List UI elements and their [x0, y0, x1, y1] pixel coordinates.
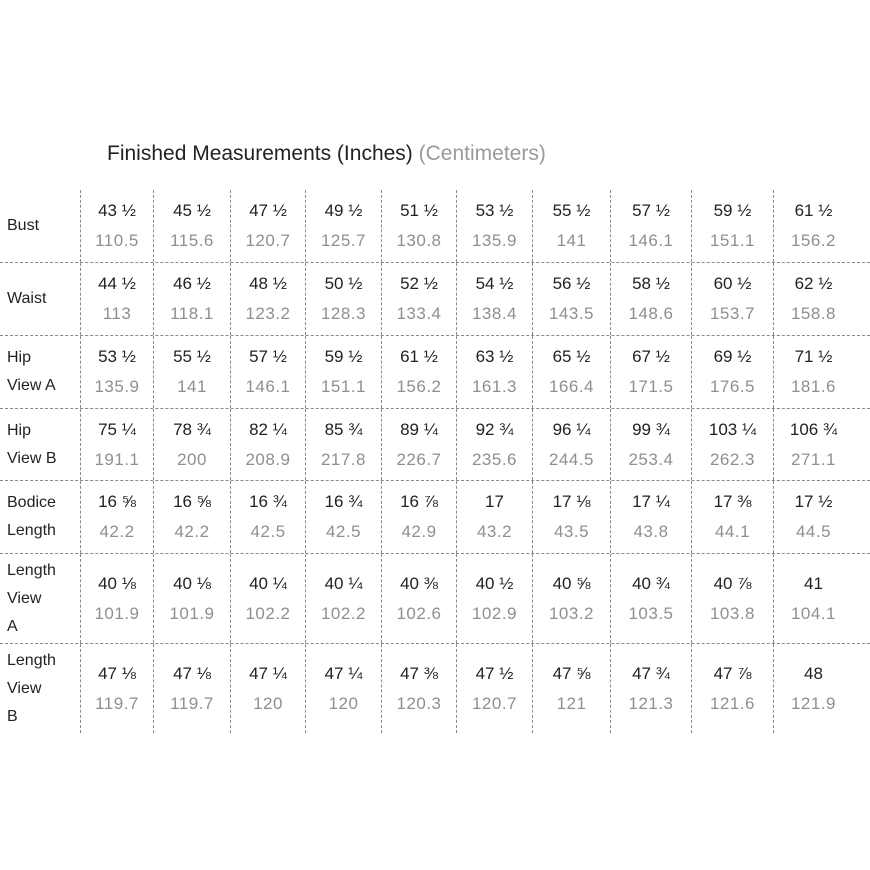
inch-value: 40 ¾: [632, 573, 670, 593]
cm-value: 151.1: [709, 231, 756, 250]
table-cell: [773, 336, 853, 408]
cm-value: 244.5: [548, 449, 595, 469]
cm-value: 115.6: [170, 231, 214, 250]
inch-value: 69 ½: [713, 347, 752, 366]
inch-value: 17 ½: [794, 492, 833, 511]
inch-value: 59 ½: [324, 347, 363, 366]
inch-value: 40 ½: [475, 573, 514, 593]
cm-value: 120.7: [471, 693, 518, 713]
table-title: [107, 142, 546, 166]
table-cell: [532, 644, 610, 733]
inch-value: 17 ⅛: [552, 492, 591, 511]
inch-value: 47 ⅛: [173, 663, 211, 683]
table-cell: [773, 409, 853, 480]
table-cell: [456, 554, 532, 643]
table-cell: [610, 409, 691, 480]
cm-value: 271.1: [790, 449, 837, 469]
cm-value: 176.5: [709, 377, 756, 396]
row-label: Length View B: [7, 651, 56, 725]
table-cell: [610, 190, 691, 262]
table-cell: [691, 190, 773, 262]
inch-value: 47 ⅜: [400, 663, 438, 683]
cm-value: 158.8: [790, 304, 837, 323]
cm-value: 103.8: [709, 603, 756, 623]
table-cell: [773, 190, 853, 262]
cm-value: 104.1: [790, 603, 837, 623]
cm-value: 217.8: [320, 449, 367, 469]
table-cell: [80, 336, 153, 408]
cm-value: 141: [556, 231, 587, 250]
inch-value: 40 ⅝: [552, 573, 591, 593]
inch-value: 41: [804, 573, 823, 593]
table-cell: [381, 263, 456, 335]
cm-value: 101.9: [169, 603, 215, 623]
table-cell: [153, 644, 230, 733]
table-cell: [691, 554, 773, 643]
inch-value: 47 ½: [475, 663, 514, 683]
table-row: [0, 190, 870, 263]
row-label: Bust: [7, 217, 40, 234]
inch-value: 61 ½: [400, 347, 438, 366]
row-label: Waist: [7, 290, 47, 307]
row-label: Hip View A: [7, 349, 56, 394]
table-row: [0, 554, 870, 644]
cm-value: 262.3: [709, 449, 756, 469]
table-cell: [532, 554, 610, 643]
inch-value: 55 ½: [552, 201, 591, 220]
cm-value: 161.3: [471, 377, 518, 396]
cm-value: 166.4: [548, 377, 595, 396]
cm-value: 121: [556, 693, 587, 713]
inch-value: 56 ½: [552, 274, 591, 293]
table-cell: [230, 644, 305, 733]
inch-value: 46 ½: [173, 274, 211, 293]
cm-value: 113: [102, 304, 132, 323]
table-cell: [610, 263, 691, 335]
table-cell: [381, 190, 456, 262]
inch-value: 44 ½: [98, 274, 136, 293]
inch-value: 47 ⅞: [713, 663, 752, 683]
cm-value: 102.6: [396, 603, 442, 623]
table-cell: [610, 644, 691, 733]
table-cell: [80, 190, 153, 262]
table-cell: [381, 554, 456, 643]
table-cell: [532, 190, 610, 262]
cm-value: 133.4: [396, 304, 442, 323]
inch-value: 16 ⅝: [173, 492, 211, 511]
inch-value: 57 ½: [632, 201, 670, 220]
inch-value: 45 ½: [173, 201, 211, 220]
measurements-table: [0, 190, 870, 733]
inch-value: 85 ¾: [324, 419, 363, 439]
table-row: [0, 644, 870, 733]
table-cell: [305, 263, 381, 335]
inch-value: 71 ½: [794, 347, 833, 366]
cm-value: 42.2: [99, 522, 135, 541]
inch-value: 59 ½: [713, 201, 752, 220]
row-label: Length View A: [7, 561, 56, 635]
table-cell: [305, 481, 381, 553]
inch-value: 61 ½: [794, 201, 833, 220]
cm-value: 121.6: [709, 693, 756, 713]
table-cell: [80, 644, 153, 733]
table-cell: [80, 409, 153, 480]
inch-value: 49 ½: [324, 201, 363, 220]
table-cell: [230, 481, 305, 553]
table-cell: [80, 263, 153, 335]
cm-value: 146.1: [628, 231, 674, 250]
table-cell: [305, 409, 381, 480]
table-cell: [456, 190, 532, 262]
table-cell: [305, 554, 381, 643]
cm-value: 103.2: [548, 603, 595, 623]
table-cell: [691, 336, 773, 408]
cm-value: 42.2: [174, 522, 210, 541]
table-cell: [153, 190, 230, 262]
table-cell: [773, 554, 853, 643]
cm-value: 120.7: [245, 231, 291, 250]
table-cell: [305, 644, 381, 733]
table-cell: [305, 190, 381, 262]
inch-value: 40 ¼: [324, 573, 363, 593]
inch-value: 47 ½: [249, 201, 287, 220]
cm-value: 130.8: [396, 231, 442, 250]
cm-value: 103.5: [628, 603, 674, 623]
cm-value: 102.9: [471, 603, 518, 623]
table-cell: [153, 336, 230, 408]
table-cell: [230, 409, 305, 480]
cm-value: 125.7: [320, 231, 367, 250]
table-cell: [691, 409, 773, 480]
table-cell: [230, 336, 305, 408]
cm-value: 44.1: [714, 522, 751, 541]
row-label: Bodice Length: [7, 494, 56, 539]
inch-value: 63 ½: [475, 347, 514, 366]
inch-value: 51 ½: [400, 201, 438, 220]
table-cell: [456, 409, 532, 480]
inch-value: 55 ½: [173, 347, 211, 366]
table-cell: [381, 409, 456, 480]
cm-value: 101.9: [94, 603, 140, 623]
table-cell: [381, 481, 456, 553]
inch-value: 43 ½: [98, 201, 136, 220]
table-cell: [610, 554, 691, 643]
cm-value: 123.2: [245, 304, 291, 323]
inch-value: 47 ¼: [249, 663, 287, 683]
inch-value: 82 ¼: [249, 419, 287, 439]
table-cell: [153, 481, 230, 553]
inch-value: 47 ⅝: [552, 663, 591, 683]
inch-value: 106 ¾: [789, 419, 838, 439]
cm-value: 135.9: [471, 231, 518, 250]
cm-value: 102.2: [245, 603, 291, 623]
table-cell: [456, 336, 532, 408]
cm-value: 235.6: [471, 449, 518, 469]
cm-value: 135.9: [94, 377, 140, 396]
inch-value: 40 ⅞: [713, 573, 752, 593]
row-label: Hip View B: [7, 421, 57, 467]
cm-value: 171.5: [628, 377, 674, 396]
table-cell: [610, 481, 691, 553]
inch-value: 48 ½: [249, 274, 287, 293]
inch-value: 16 ⅞: [400, 492, 438, 511]
cm-value: 43.8: [633, 522, 669, 541]
table-cell: [153, 554, 230, 643]
table-cell: [80, 481, 153, 553]
table-cell: [532, 263, 610, 335]
table-cell: [230, 263, 305, 335]
cm-value: 156.2: [396, 377, 442, 396]
inch-value: 58 ½: [632, 274, 670, 293]
inch-value: 53 ½: [475, 201, 514, 220]
cm-value: 119.7: [95, 693, 139, 713]
cm-value: 143.5: [548, 304, 595, 323]
cm-value: 153.7: [709, 304, 756, 323]
table-cell: [532, 481, 610, 553]
cm-value: 43.5: [553, 522, 590, 541]
inch-value: 54 ½: [475, 274, 514, 293]
table-row: [0, 336, 870, 409]
inch-value: 40 ⅛: [98, 573, 136, 593]
cm-value: 151.1: [320, 377, 367, 396]
cm-value: 141: [177, 377, 207, 396]
table-cell: [456, 263, 532, 335]
cm-value: 146.1: [245, 377, 291, 396]
table-cell: [456, 481, 532, 553]
table-cell: [773, 481, 853, 553]
inch-value: 17 ⅜: [713, 492, 752, 511]
cm-value: 120.3: [396, 693, 442, 713]
cm-value: 156.2: [790, 231, 837, 250]
cm-value: 118.1: [170, 304, 214, 323]
table-cell: [532, 336, 610, 408]
table-row: [0, 263, 870, 336]
cm-value: 44.5: [795, 522, 832, 541]
cm-value: 120: [328, 693, 359, 713]
cm-value: 191.1: [94, 449, 140, 469]
cm-value: 43.2: [476, 522, 513, 541]
cm-value: 138.4: [471, 304, 518, 323]
inch-value: 17 ¼: [632, 492, 670, 511]
table-row: [0, 409, 870, 481]
inch-value: 89 ¼: [400, 419, 438, 439]
inch-value: 57 ½: [249, 347, 287, 366]
inch-value: 17: [485, 492, 504, 511]
table-cell: [153, 409, 230, 480]
cm-value: 42.5: [325, 522, 362, 541]
table-row: [0, 481, 870, 554]
cm-value: 110.5: [95, 231, 139, 250]
inch-value: 47 ¾: [632, 663, 670, 683]
inch-value: 78 ¾: [173, 419, 211, 439]
table-cell: [773, 644, 853, 733]
cm-value: 128.3: [320, 304, 367, 323]
inch-value: 16 ¾: [249, 492, 287, 511]
inch-value: 60 ½: [713, 274, 752, 293]
cm-value: 208.9: [245, 449, 291, 469]
cm-value: 181.6: [790, 377, 837, 396]
inch-value: 50 ½: [324, 274, 363, 293]
inch-value: 53 ½: [98, 347, 136, 366]
table-cell: [381, 336, 456, 408]
inch-value: 52 ½: [400, 274, 438, 293]
inch-value: 103 ¼: [708, 419, 757, 439]
cm-value: 121.9: [790, 693, 837, 713]
cm-value: 253.4: [628, 449, 674, 469]
inch-value: 16 ¾: [324, 492, 363, 511]
inch-value: 65 ½: [552, 347, 591, 366]
cm-value: 200: [177, 449, 207, 469]
title-centimeters: (Centimeters): [418, 142, 546, 165]
cm-value: 148.6: [628, 304, 674, 323]
cm-value: 42.9: [401, 522, 437, 541]
cm-value: 226.7: [396, 449, 442, 469]
inch-value: 67 ½: [632, 347, 670, 366]
table-cell: [691, 263, 773, 335]
inch-value: 48: [804, 663, 823, 683]
table-cell: [532, 409, 610, 480]
table-cell: [153, 263, 230, 335]
table-cell: [773, 263, 853, 335]
table-cell: [305, 336, 381, 408]
inch-value: 40 ⅜: [400, 573, 438, 593]
inch-value: 40 ¼: [249, 573, 287, 593]
inch-value: 99 ¾: [632, 419, 670, 439]
inch-value: 96 ¼: [552, 419, 591, 439]
inch-value: 75 ¼: [98, 419, 136, 439]
title-inches: Finished Measurements (Inches): [107, 142, 413, 165]
inch-value: 40 ⅛: [173, 573, 211, 593]
inch-value: 16 ⅝: [98, 492, 136, 511]
cm-value: 121.3: [628, 693, 674, 713]
inch-value: 62 ½: [794, 274, 833, 293]
cm-value: 120: [253, 693, 283, 713]
table-cell: [691, 481, 773, 553]
table-cell: [381, 644, 456, 733]
inch-value: 92 ¾: [475, 419, 514, 439]
table-cell: [80, 554, 153, 643]
cm-value: 119.7: [170, 693, 214, 713]
table-cell: [456, 644, 532, 733]
inch-value: 47 ⅛: [98, 663, 136, 683]
inch-value: 47 ¼: [324, 663, 363, 683]
table-cell: [691, 644, 773, 733]
table-cell: [610, 336, 691, 408]
table-cell: [230, 554, 305, 643]
table-cell: [230, 190, 305, 262]
cm-value: 42.5: [250, 522, 286, 541]
cm-value: 102.2: [320, 603, 367, 623]
